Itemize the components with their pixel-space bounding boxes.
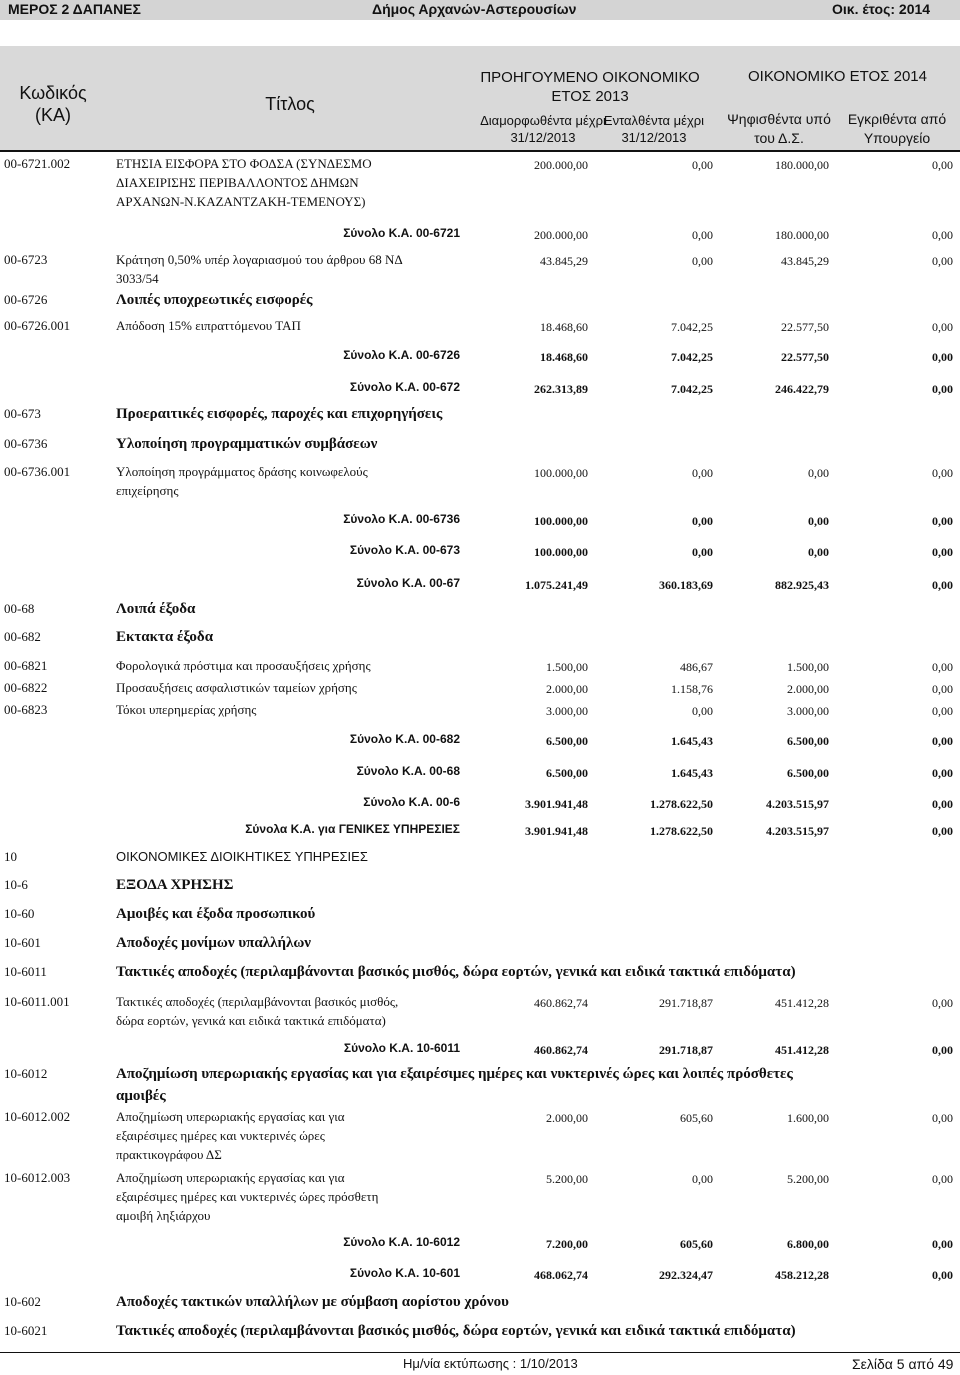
row-code: 10-6011 — [4, 964, 47, 979]
committed-amount: 291.718,87 — [659, 996, 713, 1010]
row-title: επιχείρησης — [116, 483, 179, 498]
committed-amount: 0,00 — [692, 545, 713, 559]
subtotal-label: Σύνολο Κ.Α. 00-6 — [363, 795, 460, 809]
row-title: Αποζημίωση υπερωριακής εργασίας και για — [116, 1170, 345, 1185]
amended-amount: 100.000,00 — [534, 545, 588, 559]
subtotal-label: Σύνολο Κ.Α. 00-673 — [349, 543, 460, 557]
header-rule — [0, 150, 960, 152]
voted-amount: 4.203.515,97 — [766, 824, 829, 838]
committed-amount: 0,00 — [692, 228, 713, 242]
row-title: Προσαυξήσεις ασφαλιστικών ταμείων χρήσης — [116, 680, 357, 695]
approved-amount: 0,00 — [932, 1268, 953, 1282]
committed-amount: 0,00 — [692, 466, 713, 480]
amended-amount: 3.901.941,48 — [525, 824, 588, 838]
row-title: ΕΤΗΣΙΑ ΕΙΣΦΟΡΑ ΣΤΟ ΦΟΔΣΑ (ΣΥΝΔΕΣΜΟ — [116, 156, 372, 171]
row-title: Φορολογικά πρόστιμα και προσαυξήσεις χρήσης — [116, 658, 371, 673]
row-code: 00-6721.002 — [4, 156, 71, 171]
amended-amount: 200.000,00 — [534, 158, 588, 172]
committed-amount: 605,60 — [680, 1111, 713, 1125]
committed-column-header: Ενταλθέντα μέχρι 31/12/2013 — [603, 113, 705, 145]
subtotal-label: Σύνολο Κ.Α. 00-67 — [356, 576, 460, 590]
row-title: Αποδοχές τακτικών υπαλλήλων με σύμβαση αορίστου χρόνου — [116, 1294, 509, 1310]
row-title: ΑΡΧΑΝΩΝ-Ν.ΚΑΖΑΝΤΖΑΚΗ-ΤΕΜΕΝΟΥΣ) — [116, 194, 366, 209]
approved-amount: 0,00 — [932, 158, 953, 172]
subtotal-label: Σύνολο Κ.Α. 10-6011 — [343, 1041, 460, 1055]
approved-amount: 0,00 — [932, 254, 953, 268]
voted-amount: 4.203.515,97 — [766, 797, 829, 811]
amended-amount: 2.000,00 — [546, 1111, 588, 1125]
row-code: 10-6011.001 — [4, 994, 70, 1009]
approved-amount: 0,00 — [932, 545, 953, 559]
subtotal-label: Σύνολο Κ.Α. 10-6012 — [343, 1235, 460, 1249]
committed-amount: 0,00 — [692, 704, 713, 718]
row-title: εξαιρέσιμες ημέρες και νυκτερινές ώρες πρόσθετη — [116, 1189, 379, 1204]
approved-amount: 0,00 — [932, 514, 953, 528]
voted-amount: 3.000,00 — [787, 704, 829, 718]
amended-amount: 18.468,60 — [540, 350, 588, 364]
amended-amount: 468.062,74 — [534, 1268, 588, 1282]
print-date: Ημ/νία εκτύπωσης : 1/10/2013 — [403, 1356, 578, 1371]
amended-column-header: Διαμορφωθέντα μέχρι 31/12/2013 — [480, 113, 606, 145]
approved-amount: 0,00 — [932, 350, 953, 364]
approved-amount: 0,00 — [932, 660, 953, 674]
approved-amount: 0,00 — [932, 320, 953, 334]
committed-amount: 7.042,25 — [671, 350, 713, 364]
amended-amount: 43.845,29 — [540, 254, 588, 268]
approved-amount: 0,00 — [932, 578, 953, 592]
voted-amount: 0,00 — [808, 545, 829, 559]
approved-amount: 0,00 — [932, 228, 953, 242]
committed-amount: 486,67 — [680, 660, 713, 674]
row-title: Εκτακτα έξοδα — [116, 629, 214, 645]
code-column-header: Κωδικός (ΚΑ) — [19, 83, 87, 125]
approved-amount: 0,00 — [932, 734, 953, 748]
voted-amount: 0,00 — [808, 466, 829, 480]
page-number: Σελίδα 5 από 49 — [852, 1356, 954, 1372]
approved-amount: 0,00 — [932, 1237, 953, 1251]
row-code: 00-6726.001 — [4, 318, 71, 333]
row-title: Απόδοση 15% ειπραττόμενου ΤΑΠ — [116, 318, 301, 333]
amended-amount: 2.000,00 — [546, 682, 588, 696]
amended-amount: 1.500,00 — [546, 660, 588, 674]
committed-amount: 0,00 — [692, 1172, 713, 1186]
row-code: 00-6726 — [4, 292, 48, 307]
row-title: Λοιπές υποχρεωτικές εισφορές — [116, 292, 313, 308]
amended-amount: 6.500,00 — [546, 766, 588, 780]
amended-amount: 1.075.241,49 — [525, 578, 588, 592]
title-column-header: Τίτλος — [265, 94, 315, 114]
approved-amount: 0,00 — [932, 1172, 953, 1186]
approved-column-header: Εγκριθέντα από Υπουργείο — [847, 111, 947, 146]
voted-amount: 1.500,00 — [787, 660, 829, 674]
subtotal-label: Σύνολα Κ.Α. για ΓΕΝΙΚΕΣ ΥΠΗΡΕΣΙΕΣ — [245, 822, 460, 836]
amended-amount: 18.468,60 — [540, 320, 588, 334]
cur-year-group-header: ΟΙΚΟΝΟΜΙΚΟ ΕΤΟΣ 2014 — [748, 68, 927, 85]
row-title: Υλοποίηση προγραμματικών συμβάσεων — [116, 436, 378, 452]
voted-amount: 5.200,00 — [787, 1172, 829, 1186]
committed-amount: 7.042,25 — [671, 382, 713, 396]
voted-amount: 6.500,00 — [787, 734, 829, 748]
voted-amount: 6.500,00 — [787, 766, 829, 780]
subtotal-label: Σύνολο Κ.Α. 00-6726 — [343, 348, 460, 362]
row-code: 10-6 — [4, 877, 28, 892]
approved-amount: 0,00 — [932, 704, 953, 718]
committed-amount: 360.183,69 — [659, 578, 713, 592]
row-title: αμοιβή ληξιάρχου — [116, 1208, 211, 1223]
subtotal-label: Σύνολο Κ.Α. 00-682 — [349, 732, 460, 746]
voted-amount: 43.845,29 — [781, 254, 829, 268]
row-code: 00-6821 — [4, 658, 48, 673]
approved-amount: 0,00 — [932, 1043, 953, 1057]
committed-amount: 605,60 — [680, 1237, 713, 1251]
committed-amount: 292.324,47 — [659, 1268, 713, 1282]
amended-amount: 200.000,00 — [534, 228, 588, 242]
amended-amount: 6.500,00 — [546, 734, 588, 748]
row-code: 00-6823 — [4, 702, 48, 717]
row-code: 00-6736 — [4, 436, 48, 451]
row-title: Υλοποίηση προγράμματος δράσης κοινωφελούς — [116, 464, 368, 479]
footer-rule — [0, 1352, 960, 1353]
row-title: Λοιπά έξοδα — [116, 601, 196, 617]
row-title: Αμοιβές και έξοδα προσωπικού — [116, 906, 316, 922]
voted-amount: 22.577,50 — [781, 350, 829, 364]
row-title: ΟΙΚΟΝΟΜΙΚΕΣ ΔΙΟΙΚΗΤΙΚΕΣ ΥΠΗΡΕΣΙΕΣ — [116, 849, 368, 864]
committed-amount: 1.645,43 — [671, 766, 713, 780]
approved-amount: 0,00 — [932, 996, 953, 1010]
approved-amount: 0,00 — [932, 466, 953, 480]
committed-amount: 1.278.622,50 — [650, 797, 713, 811]
row-code: 00-6723 — [4, 252, 48, 267]
voted-column-header: Ψηφισθέντα υπό του Δ.Σ. — [727, 111, 831, 146]
committed-amount: 1.645,43 — [671, 734, 713, 748]
prev-year-group-header: ΠΡΟΗΓΟΥΜΕΝΟ ΟΙΚΟΝΟΜΙΚΟ ΕΤΟΣ 2013 — [480, 69, 700, 105]
amended-amount: 262.313,89 — [534, 382, 588, 396]
voted-amount: 246.422,79 — [775, 382, 829, 396]
subtotal-label: Σύνολο Κ.Α. 10-601 — [349, 1266, 460, 1280]
approved-amount: 0,00 — [932, 797, 953, 811]
row-code: 10-6012 — [4, 1066, 48, 1081]
row-code: 00-6736.001 — [4, 464, 71, 479]
committed-amount: 0,00 — [692, 158, 713, 172]
row-title: αμοιβές — [116, 1088, 166, 1104]
amended-amount: 7.200,00 — [546, 1237, 588, 1251]
committed-amount: 291.718,87 — [659, 1043, 713, 1057]
voted-amount: 882.925,43 — [775, 578, 829, 592]
amended-amount: 5.200,00 — [546, 1172, 588, 1186]
row-title: Τακτικές αποδοχές (περιλαμβάνονται βασικός μισθός, δώρα εορτών, γενικά και ειδικά τακτικά επιδόματα) — [116, 964, 796, 980]
committed-amount: 0,00 — [692, 254, 713, 268]
approved-amount: 0,00 — [932, 682, 953, 696]
row-title: δώρα εορτών, γενικά και ειδικά τακτικά επιδόματα) — [116, 1013, 386, 1028]
row-title: πρακτικογράφου ΔΣ — [116, 1147, 222, 1162]
fiscal-year: Οικ. έτος: 2014 — [832, 1, 931, 17]
row-title: ΔΙΑΧΕΙΡΙΣΗΣ ΠΕΡΙΒΑΛΛΟΝΤΟΣ ΔΗΜΩΝ — [116, 175, 359, 190]
amended-amount: 100.000,00 — [534, 514, 588, 528]
voted-amount: 6.800,00 — [787, 1237, 829, 1251]
section-label: ΜΕΡΟΣ 2 ΔΑΠΑΝΕΣ — [8, 1, 141, 17]
committed-amount: 7.042,25 — [671, 320, 713, 334]
voted-amount: 451.412,28 — [775, 1043, 829, 1057]
row-code: 10-602 — [4, 1294, 41, 1309]
row-code: 00-682 — [4, 629, 41, 644]
row-title: Τόκοι υπερημερίας χρήσης — [116, 702, 257, 717]
row-title: εξαιρέσιμες ημέρες και νυκτερινές ώρες — [116, 1128, 325, 1143]
voted-amount: 0,00 — [808, 514, 829, 528]
row-title: ΕΞΟΔΑ ΧΡΗΣΗΣ — [116, 877, 234, 893]
subtotal-label: Σύνολο Κ.Α. 00-6736 — [343, 512, 460, 526]
approved-amount: 0,00 — [932, 1111, 953, 1125]
subtotal-label: Σύνολο Κ.Α. 00-68 — [356, 764, 460, 778]
subtotal-label: Σύνολο Κ.Α. 00-6721 — [343, 226, 460, 240]
voted-amount: 180.000,00 — [775, 228, 829, 242]
row-code: 00-673 — [4, 406, 41, 421]
top-bar — [0, 0, 960, 20]
row-code: 10-601 — [4, 935, 41, 950]
row-title: Αποδοχές μονίμων υπαλλήλων — [116, 935, 312, 951]
voted-amount: 2.000,00 — [787, 682, 829, 696]
committed-amount: 1.158,76 — [671, 682, 713, 696]
row-code: 10-6012.002 — [4, 1109, 71, 1124]
amended-amount: 3.901.941,48 — [525, 797, 588, 811]
subtotal-label: Σύνολο Κ.Α. 00-672 — [349, 380, 460, 394]
row-title: Κράτηση 0,50% υπέρ λογαριασμού του άρθρου 68 ΝΔ — [116, 252, 403, 267]
approved-amount: 0,00 — [932, 382, 953, 396]
row-title: Αποζημίωση υπερωριακής εργασίας και για — [116, 1109, 345, 1124]
row-title: Τακτικές αποδοχές (περιλαμβάνονται βασικός μισθός, δώρα εορτών, γενικά και ειδικά τακτικά επιδόματα) — [116, 1323, 796, 1339]
row-title: Αποζημίωση υπερωριακής εργασίας και για εξαιρέσιμες ημέρες και νυκτερινές ώρες και λοιπές πρόσθετες — [116, 1066, 793, 1082]
committed-amount: 1.278.622,50 — [650, 824, 713, 838]
amended-amount: 100.000,00 — [534, 466, 588, 480]
amended-amount: 460.862,74 — [534, 996, 588, 1010]
row-title: Προεραιτικές εισφορές, παροχές και επιχορηγήσεις — [116, 406, 443, 422]
voted-amount: 451.412,28 — [775, 996, 829, 1010]
row-code: 00-6822 — [4, 680, 48, 695]
voted-amount: 180.000,00 — [775, 158, 829, 172]
municipality-name: Δήμος Αρχανών-Αστερουσίων — [372, 1, 577, 17]
row-code: 00-68 — [4, 601, 35, 616]
row-title: Τακτικές αποδοχές (περιλαμβάνονται βασικός μισθός, — [116, 994, 399, 1009]
row-code: 10-6012.003 — [4, 1170, 71, 1185]
row-code: 10-6021 — [4, 1323, 48, 1338]
row-code: 10 — [4, 849, 17, 864]
voted-amount: 22.577,50 — [781, 320, 829, 334]
approved-amount: 0,00 — [932, 824, 953, 838]
approved-amount: 0,00 — [932, 766, 953, 780]
row-code: 10-60 — [4, 906, 35, 921]
row-title: 3033/54 — [116, 271, 159, 286]
committed-amount: 0,00 — [692, 514, 713, 528]
voted-amount: 458.212,28 — [775, 1268, 829, 1282]
amended-amount: 460.862,74 — [534, 1043, 588, 1057]
voted-amount: 1.600,00 — [787, 1111, 829, 1125]
column-header — [0, 46, 960, 150]
amended-amount: 3.000,00 — [546, 704, 588, 718]
